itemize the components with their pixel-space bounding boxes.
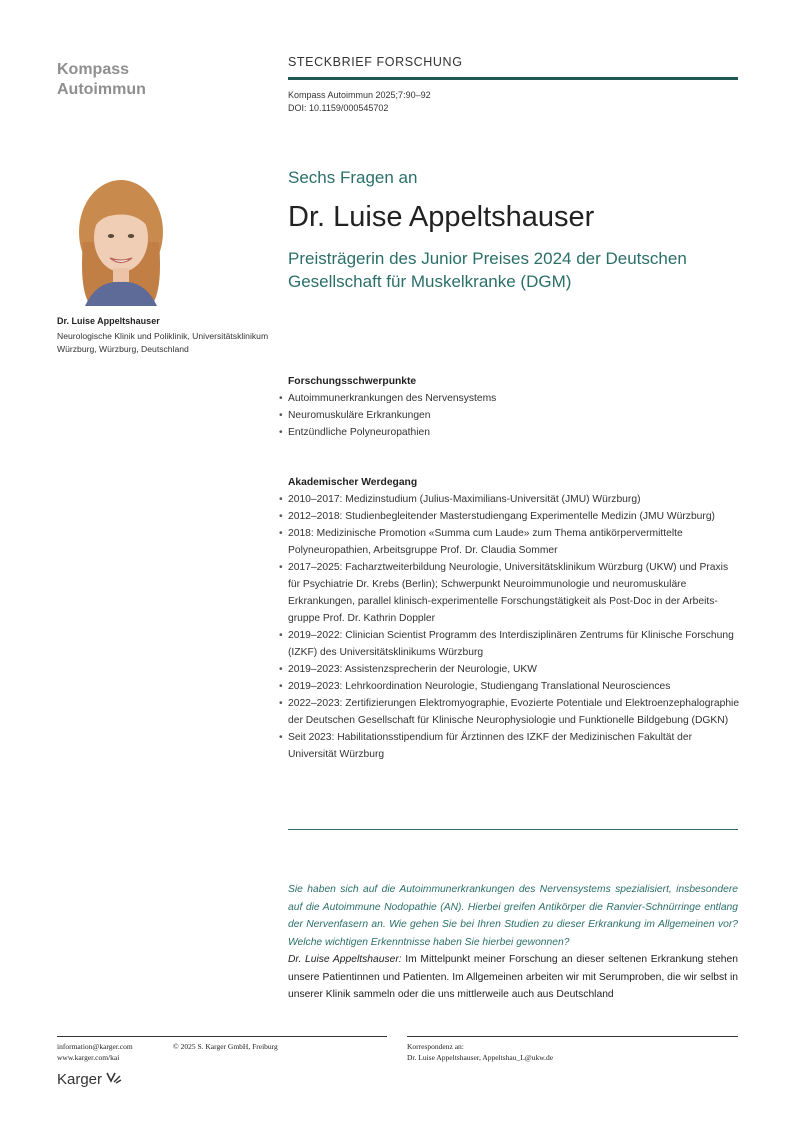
list-item: • 2019–2023: Assistenzsprecherin der Neurologie, UKW: [279, 664, 537, 675]
subtitle: Preisträgerin des Junior Preises 2024 der Deutschen Gesellschaft für Muskelkranke (DGM): [288, 249, 687, 291]
citation-block: [288, 89, 431, 115]
list-item: • Entzündliche Polyneuropathien: [279, 427, 430, 438]
list-item: • 2018: Medizinische Promotion «Summa cum Laude» zum Thema antikörpervermittelte Polyneuropathien, Arbeitsgruppe Prof. Dr. Claudia Sommer: [279, 528, 683, 556]
footer-correspondence-text: Dr. Luise Appeltshauser, Appeltshau_L@ukw.de: [407, 1053, 554, 1062]
portrait-image: [57, 172, 185, 306]
journal-logo-line1: Kompass: [57, 61, 130, 78]
list-item: • 2010–2017: Medizinstudium (Julius-Maximilians-Universität (JMU) Würzburg): [279, 494, 641, 505]
kicker: Sechs Fragen an: [288, 168, 418, 187]
list-item: • Neuromuskuläre Erkrankungen: [279, 410, 431, 421]
portrait-photo: [57, 172, 185, 306]
citation: Kompass Autoimmun 2025;7:90–92: [288, 90, 431, 100]
research-section: [279, 373, 738, 441]
publisher-logo: [57, 1071, 122, 1088]
publisher-name: Karger: [57, 1071, 103, 1088]
section-divider: [288, 829, 738, 830]
footer-email[interactable]: information@karger.com: [57, 1042, 133, 1051]
footer-contact: [57, 1041, 133, 1063]
answer-text: Im Mittelpunkt meiner Forschung an dieser seltenen Erkrankung stehen unsere Patientinnen und Patienten. Im Allgemeinen arbeiten wir mit Serumproben, die wir selbst in unserer Klinik sammeln oder die uns mittlerweile auch aus Deutschland: [288, 954, 738, 1000]
footer-correspondence-label: Korrespondenz an:: [407, 1042, 464, 1051]
answer-speaker: Dr. Luise Appeltshauser:: [288, 954, 402, 965]
list-item: • 2017–2025: Facharztweiterbildung Neurologie, Universitätsklinikum Würzburg (UKW) und Praxis für Psychiatrie Dr. Krebs (Berlin); Schwerpunkt Neuroimmunologie und neuromuskuläre Erkrankungen, parallel klinisch-experimentelle Forschungstätigkeit als Post-Doc in der Arbeitsgruppe Prof. Dr. Kathrin Doppler: [279, 562, 729, 624]
research-heading: Forschungsschwerpunkte: [288, 376, 417, 387]
career-section: [279, 474, 740, 763]
career-list: [279, 491, 740, 763]
portrait-caption-affiliation: Neurologische Klinik und Poliklinik, Universitätsklinikum Würzburg, Würzburg, Deutschland: [57, 331, 269, 354]
research-list: [279, 390, 738, 441]
list-item: • 2019–2022: Clinician Scientist Programm des Interdisziplinären Zentrums für Klinische Forschung (IZKF) des Universitätsklinikums Würzburg: [279, 630, 734, 658]
footer-correspondence: [407, 1041, 553, 1063]
journal-logo: [57, 60, 146, 100]
header-rule: [288, 77, 738, 80]
list-item: • Autoimmunerkrankungen des Nervensystems: [279, 393, 497, 404]
career-heading: Akademischer Werdegang: [288, 477, 418, 488]
footer-rule-right: [407, 1036, 738, 1037]
journal-logo-line2: Autoimmun: [57, 81, 146, 98]
interview-question: Sie haben sich auf die Autoimmunerkrankungen des Nervensystems spezialisiert, insbesondere auf die Autoimmune Nodopathie (AN). Hierbei greifen Antikörper die Ranvier-Schnürringe entlang der Nervenfasern an. Wie gehen Sie bei Ihren Studien zu dieser Erkrankung im Allgemeinen vor? Welche wichtigen Erkenntnisse haben Sie hierbei gewonnen?: [288, 884, 738, 948]
footer-rule-left: [57, 1036, 387, 1037]
portrait-caption-name: Dr. Luise Appeltshauser: [57, 316, 160, 326]
interview-answer: [288, 951, 738, 1004]
list-item: • 2022–2023: Zertifizierungen Elektromyographie, Evozierte Potentiale und Elektroenzephalographie der Deutschen Gesellschaft für Klinische Neurophysiologie und Funktionelle Bildgebung (DGKN): [279, 698, 740, 726]
section-label: STECKBRIEF FORSCHUNG: [288, 55, 463, 69]
list-item: • 2019–2023: Lehrkoordination Neurologie, Studiengang Translational Neurosciences: [279, 681, 671, 692]
footer-copyright: © 2025 S. Karger GmbH, Freiburg: [173, 1042, 278, 1051]
page-title: Dr. Luise Appeltshauser: [288, 201, 595, 233]
list-item: • 2012–2018: Studienbegleitender Masterstudiengang Experimentelle Medizin (JMU Würzburg): [279, 511, 715, 522]
karger-mark-icon: [106, 1071, 122, 1085]
list-item: • Seit 2023: Habilitationsstipendium für Ärztinnen des IZKF der Medizinischen Fakultät der Universität Würzburg: [279, 732, 693, 760]
interview-block: [288, 881, 738, 1004]
footer-web[interactable]: www.karger.com/kai: [57, 1053, 120, 1062]
doi: DOI: 10.1159/000545702: [288, 103, 389, 113]
